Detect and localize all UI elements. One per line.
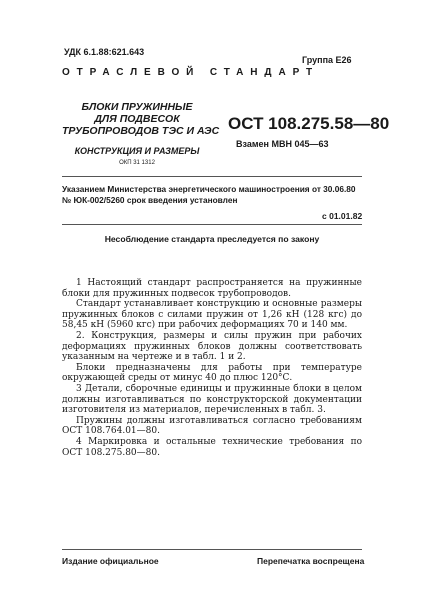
standard-banner: ОТРАСЛЕВОЙ СТАНДАРТ	[62, 67, 320, 78]
title-line: ДЛЯ ПОДВЕСОК	[94, 113, 180, 125]
title-line: БЛОКИ ПРУЖИННЫЕ	[81, 101, 193, 113]
decree-text: Указанием Министерства энергетического машиностроения от 30.06.80 № ЮК-002/5260 срок введения установлен	[62, 184, 356, 205]
paragraph: Стандарт устанавливает конструкцию и основные размеры пружинных блоков с силами пружин от 1,26 кН (128 кгс) до 58,45 кН (5960 кгс) при рабочих деформациях 70 и 140 мм.	[62, 299, 362, 331]
paragraph: 1 Настоящий стандарт распространяется на пружинные блоки для пружинных подвесок трубопроводов.	[62, 278, 362, 299]
document-title	[62, 101, 220, 137]
effective-date: с 01.01.82	[322, 211, 363, 221]
document-subtitle: КОНСТРУКЦИЯ И РАЗМЕРЫ	[74, 146, 200, 156]
title-line: ТРУБОПРОВОДОВ ТЭС И АЭС	[62, 125, 220, 137]
law-notice: Несоблюдение стандарта преследуется по закону	[104, 234, 320, 244]
divider-line	[62, 549, 362, 550]
group-code: Группа Е26	[302, 55, 352, 65]
paragraph: Пружины должны изготавливаться согласно требованиям ОСТ 108.764.01—80.	[62, 415, 362, 437]
paragraph: 3 Детали, сборочные единицы и пружинные блоки в целом должны изготавливаться по конструкторской документации изготовителя из материалов, перечисленных в табл. 3.	[62, 383, 362, 416]
reprint-prohibited-note: Перепечатка воспрещена	[257, 556, 365, 566]
paragraph: Блоки предназначены для работы при температуре окружающей среды от минус 40 до плюс 120°С.	[62, 362, 362, 384]
paragraph: 2. Конструкция, размеры и силы пружин при рабочих деформациях пружинных блоков должны соответствовать указанным на чертеже и в табл. 1 и 2.	[62, 330, 362, 363]
official-edition-note: Издание официальное	[62, 556, 159, 566]
body-text	[62, 278, 362, 458]
divider-line	[62, 224, 362, 225]
standard-number: ОСТ 108.275.58—80	[228, 114, 390, 133]
replaces-note: Взамен МВН 045—63	[236, 139, 329, 149]
okp-code: ОКП 31 1312	[119, 160, 155, 166]
udk-code: УДК 6.1.88:621.643	[64, 47, 145, 57]
paragraph: 4 Маркировка и остальные технические требования по ОСТ 108.275.80—80.	[62, 436, 362, 458]
divider-line	[62, 176, 362, 177]
